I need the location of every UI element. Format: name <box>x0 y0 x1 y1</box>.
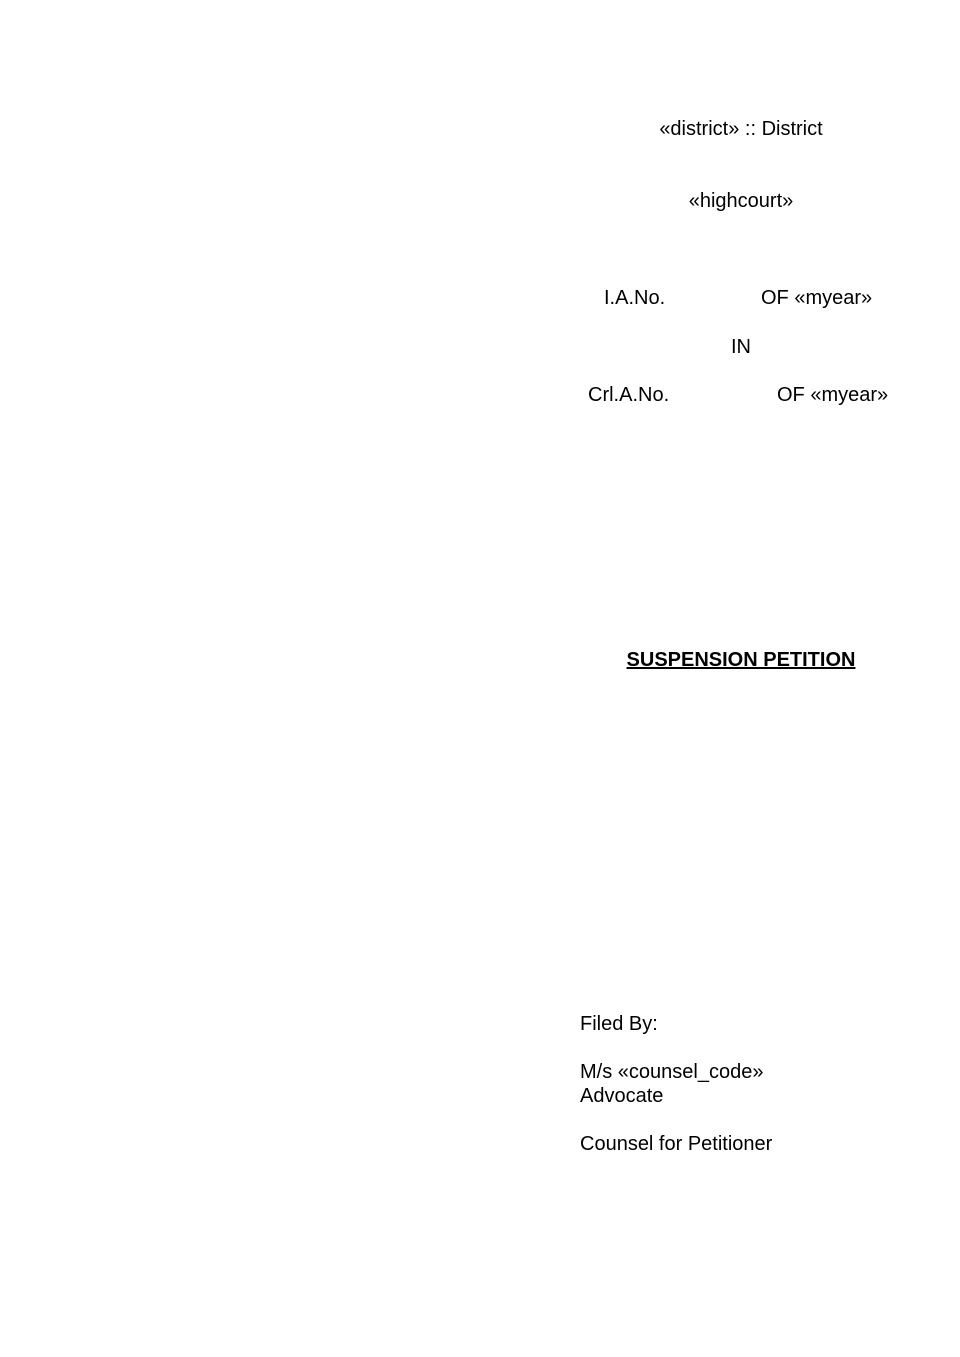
filed-by-label: Filed By: <box>580 1013 658 1035</box>
ia-year-label: OF «myear» <box>761 287 873 309</box>
ia-number-label: I.A.No. <box>604 287 666 309</box>
crl-appeal-year-label: OF «myear» <box>777 384 889 406</box>
highcourt-line: «highcourt» <box>688 190 794 212</box>
crl-appeal-number-label: Crl.A.No. <box>588 384 670 406</box>
document-title: SUSPENSION PETITION <box>626 649 856 671</box>
counsel-role: Counsel for Petitioner <box>580 1133 773 1155</box>
in-connector: IN <box>731 336 751 358</box>
district-line: «district» :: District <box>659 118 823 140</box>
counsel-name: M/s «counsel_code» <box>580 1061 764 1083</box>
counsel-designation: Advocate <box>580 1085 664 1107</box>
